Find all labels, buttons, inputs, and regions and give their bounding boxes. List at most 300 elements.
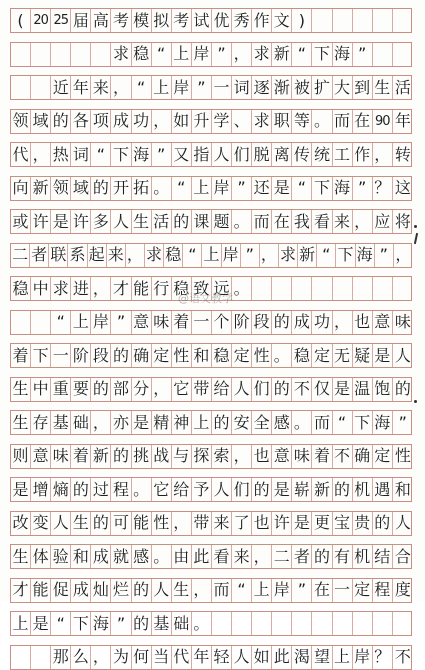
grid-cell: 的: [272, 378, 292, 401]
grid-cell: 生: [11, 378, 31, 401]
grid-cell: 高: [91, 9, 111, 32]
grid-cell: 新: [272, 43, 292, 66]
grid-cell: 础: [71, 411, 91, 434]
grid-cell: 个: [212, 311, 232, 334]
grid-cell: 离: [272, 143, 292, 166]
grid-cell: 中: [31, 277, 51, 300]
grid-cell: 才: [111, 277, 131, 300]
grid-cell: 上: [252, 579, 272, 602]
grid-cell: 大: [333, 76, 353, 99]
grid-cell: ”: [152, 143, 172, 166]
grid-cell: 许: [71, 210, 91, 233]
grid-cell: ，: [260, 244, 279, 267]
grid-cell: ”: [398, 412, 407, 432]
grid-cell: 生: [132, 210, 152, 233]
grid-cell: 可: [111, 512, 131, 535]
essay-line: [10, 410, 412, 435]
grid-cell: 段: [91, 344, 111, 367]
grid-cell: 上: [152, 76, 172, 99]
grid-cell: 。: [152, 545, 172, 568]
grid-cell: 是: [333, 378, 353, 401]
grid-cell: 应: [373, 210, 393, 233]
grid-cell: 来: [212, 512, 232, 535]
grid-cell: 传: [292, 143, 312, 166]
grid-cell: “: [91, 143, 111, 166]
grid-cell: ”: [111, 612, 131, 635]
grid-cell: 海: [91, 612, 111, 635]
grid-cell: 。: [232, 210, 252, 233]
grid-cell: 定: [312, 344, 332, 367]
grid-cell: 和: [71, 545, 91, 568]
grid-cell: 人: [232, 646, 252, 669]
grid-cell: 定: [152, 344, 172, 367]
grid-cell: 届: [71, 9, 91, 32]
grid-cell: 则: [11, 445, 31, 468]
watermark: @语文教学: [178, 292, 233, 305]
grid-cell: 是: [373, 344, 393, 367]
grid-cell: 机: [353, 545, 373, 568]
essay-line: [10, 75, 412, 100]
grid-cell: 宝: [333, 512, 353, 535]
grid-cell: 由: [172, 545, 192, 568]
grid-cell: 它: [152, 478, 172, 501]
grid-cell: 性: [152, 512, 172, 535]
grid-cell: 着: [11, 344, 31, 367]
grid-cell: 而: [312, 411, 332, 434]
grid-cell: [31, 43, 51, 66]
grid-cell: 就: [111, 545, 131, 568]
grid-cell: 稳: [292, 344, 312, 367]
grid-cell: 烂: [111, 579, 131, 602]
grid-cell: “: [172, 177, 192, 200]
grid-cell: [272, 612, 292, 635]
grid-cell: 如: [252, 646, 272, 669]
grid-cell: 的: [252, 478, 272, 501]
grid-cell: [333, 277, 353, 300]
grid-cell: 或: [11, 210, 31, 233]
grid-cell: 和: [192, 344, 212, 367]
grid-cell: 到: [353, 76, 373, 99]
grid-cell: 渐: [272, 76, 292, 99]
grid-cell: 来: [333, 210, 353, 233]
grid-cell: 感: [132, 545, 152, 568]
grid-cell: 项: [91, 110, 111, 133]
grid-cell: 等: [292, 110, 312, 133]
grid-cell: [11, 43, 31, 66]
grid-cell: 础: [172, 612, 192, 635]
grid-cell: 是: [272, 177, 292, 200]
grid-cell: 上: [172, 43, 192, 66]
grid-cell: 增: [31, 478, 51, 501]
grid-cell: ，: [232, 445, 252, 468]
grid-cell: 下: [31, 344, 51, 367]
grid-cell: [31, 311, 51, 334]
grid-cell: 神: [172, 411, 192, 434]
grid-cell: 年: [71, 76, 91, 99]
essay-line: [10, 578, 412, 603]
grid-cell: 。: [292, 411, 312, 434]
grid-cell: 者: [30, 244, 49, 267]
grid-cell: 当: [152, 646, 172, 669]
grid-cell: 们: [232, 143, 252, 166]
grid-cell: 在: [353, 110, 373, 133]
grid-cell: 是: [272, 478, 292, 501]
grid-cell: 而: [252, 210, 272, 233]
title-line: [10, 42, 412, 67]
grid-cell: 联: [49, 244, 68, 267]
grid-cell: 将: [394, 211, 411, 231]
grid-cell: 考: [111, 9, 131, 32]
essay-line: [10, 611, 412, 636]
grid-cell: 人: [111, 210, 131, 233]
grid-cell: 亦: [111, 411, 131, 434]
grid-cell: 生: [172, 579, 192, 602]
grid-cell: 20: [31, 9, 51, 32]
essay-line: [10, 544, 412, 569]
grid-cell: 的: [91, 378, 111, 401]
grid-cell: 许: [31, 210, 51, 233]
grid-cell: 么: [71, 646, 91, 669]
grid-cell: [353, 9, 373, 32]
grid-cell: 的: [272, 311, 292, 334]
grid-cell: [393, 43, 413, 66]
grid-cell: 词: [71, 143, 91, 166]
grid-cell: ，: [111, 76, 131, 99]
grid-cell: 学: [212, 110, 232, 133]
grid-cell: 人: [232, 378, 252, 401]
grid-cell: 程: [111, 478, 131, 501]
grid-cell: 词: [232, 76, 252, 99]
grid-cell: 25: [51, 9, 71, 32]
grid-cell: 岸: [192, 43, 212, 66]
grid-cell: 。: [232, 277, 252, 300]
grid-cell: 挑: [132, 445, 152, 468]
grid-cell: [312, 9, 332, 32]
grid-cell: 岸: [212, 177, 232, 200]
grid-cell: ”: [192, 76, 212, 99]
grid-cell: 下: [71, 612, 91, 635]
grid-cell: 基: [152, 612, 172, 635]
grid-cell: ，: [333, 311, 353, 334]
grid-cell: 探: [192, 445, 212, 468]
grid-cell: [333, 612, 353, 635]
grid-cell: 。: [152, 177, 172, 200]
grid-cell: 人: [152, 579, 172, 602]
grid-cell: 求: [279, 244, 298, 267]
grid-cell: 味: [152, 311, 172, 334]
grid-cell: 性: [394, 446, 411, 465]
grid-cell: 。: [272, 344, 292, 367]
grid-cell: [212, 612, 232, 635]
grid-cell: 下: [312, 177, 332, 200]
grid-cell: 岸: [272, 579, 292, 602]
grid-cell: 多: [91, 210, 111, 233]
grid-cell: 是: [292, 512, 312, 535]
grid-cell: 新: [312, 478, 332, 501]
grid-cell: [353, 612, 373, 635]
grid-cell: 给: [212, 378, 232, 401]
grid-cell: [51, 43, 71, 66]
grid-cell: 改: [11, 512, 31, 535]
grid-cell: 稳: [164, 244, 183, 267]
grid-cell: 合: [394, 546, 411, 566]
grid-cell: 成: [71, 579, 91, 602]
grid-cell: ，: [31, 143, 51, 166]
grid-cell: 文: [272, 9, 292, 32]
grid-cell: 远: [212, 277, 232, 300]
grid-cell: 者: [292, 545, 312, 568]
grid-cell: 是: [31, 612, 51, 635]
grid-cell: ，: [152, 110, 172, 133]
grid-cell: 此: [192, 545, 212, 568]
grid-cell: 的: [373, 512, 393, 535]
grid-cell: “: [51, 612, 71, 635]
grid-cell: 开: [111, 177, 131, 200]
grid-cell: 领: [11, 110, 31, 133]
margin-dot: [414, 400, 417, 403]
grid-cell: 了: [232, 512, 252, 535]
grid-cell: 上: [71, 311, 91, 334]
grid-cell: 海: [373, 411, 393, 434]
grid-cell: 能: [132, 512, 152, 535]
essay-line: [10, 176, 412, 201]
grid-cell: [353, 277, 373, 300]
essay-line: [10, 310, 412, 335]
grid-cell: 脱: [252, 143, 272, 166]
grid-cell: 意: [373, 311, 393, 334]
grid-cell: 成: [111, 110, 131, 133]
grid-cell: 新: [31, 177, 51, 200]
grid-cell: 岸: [222, 244, 241, 267]
grid-cell: 也: [353, 311, 373, 334]
grid-cell: 更: [312, 512, 332, 535]
essay-line: [10, 209, 412, 234]
grid-cell: 全: [252, 411, 272, 434]
grid-cell: 热: [51, 143, 71, 166]
grid-cell: [272, 277, 292, 300]
grid-cell: 。: [312, 110, 332, 133]
grid-cell: 稳: [172, 277, 192, 300]
grid-cell: 90: [373, 110, 393, 133]
grid-cell: 课: [192, 210, 212, 233]
grid-cell: 阶: [71, 344, 91, 367]
grid-cell: ，: [232, 43, 252, 66]
grid-cell: 秀: [232, 9, 252, 32]
grid-cell: ，: [353, 210, 373, 233]
grid-cell: “: [317, 244, 336, 267]
grid-cell: 题: [212, 210, 232, 233]
grid-cell: 求: [111, 43, 131, 66]
grid-cell: 近: [51, 76, 71, 99]
grid-cell: 灿: [91, 579, 111, 602]
grid-cell: [31, 646, 51, 669]
grid-cell: 望: [312, 646, 332, 669]
grid-cell: 海: [132, 143, 152, 166]
grid-cell: 感: [272, 411, 292, 434]
grid-cell: [91, 43, 111, 66]
grid-cell: 新: [298, 244, 317, 267]
grid-cell: [333, 9, 353, 32]
grid-cell: 结: [373, 545, 393, 568]
grid-cell: “: [183, 244, 202, 267]
grid-cell: 求: [252, 43, 272, 66]
grid-cell: 精: [152, 411, 172, 434]
grid-cell: “: [152, 43, 172, 66]
grid-cell: 求: [252, 110, 272, 133]
grid-cell: 求: [51, 277, 71, 300]
essay-line: [10, 511, 412, 536]
grid-cell: 生: [373, 76, 393, 99]
grid-cell: 带: [192, 378, 212, 401]
grid-cell: 指: [192, 143, 212, 166]
grid-cell: 存: [31, 411, 51, 434]
grid-cell: 下: [336, 244, 355, 267]
grid-cell: 岸: [353, 646, 373, 669]
grid-cell: 进: [71, 277, 91, 300]
grid-cell: 功: [132, 110, 152, 133]
grid-cell: 二: [11, 244, 30, 267]
grid-cell: 海: [333, 177, 353, 200]
grid-cell: ”: [292, 579, 312, 602]
grid-cell: 海: [356, 244, 375, 267]
essay-line: [10, 243, 412, 268]
grid-cell: “: [132, 76, 152, 99]
grid-cell: 的: [71, 478, 91, 501]
grid-cell: 重: [51, 378, 71, 401]
grid-cell: 代: [11, 143, 31, 166]
grid-cell: 转: [394, 144, 411, 164]
grid-cell: ”: [241, 244, 260, 267]
grid-cell: 的: [91, 512, 111, 535]
grid-cell: “: [51, 311, 71, 334]
grid-cell: 成: [91, 545, 111, 568]
grid-cell: 求: [145, 244, 164, 267]
grid-cell: 海: [333, 43, 353, 66]
grid-cell: 仅: [312, 378, 332, 401]
grid-cell: 确: [353, 445, 373, 468]
grid-cell: 温: [353, 378, 373, 401]
grid-cell: 二: [272, 545, 292, 568]
grid-cell: 如: [172, 110, 192, 133]
grid-cell: 着: [172, 311, 192, 334]
grid-cell: 、: [232, 110, 252, 133]
grid-cell: 要: [71, 378, 91, 401]
grid-cell: [312, 612, 332, 635]
grid-cell: [373, 612, 393, 635]
grid-cell: ，: [152, 378, 172, 401]
grid-cell: [31, 76, 51, 99]
grid-cell: 才: [11, 579, 31, 602]
grid-cell: 给: [172, 478, 192, 501]
grid-cell: 下: [353, 411, 373, 434]
grid-cell: 工: [333, 143, 353, 166]
grid-cell: 着: [312, 445, 332, 468]
grid-cell: 行: [152, 277, 172, 300]
grid-cell: 下: [111, 143, 131, 166]
grid-cell: 索: [212, 445, 232, 468]
grid-cell: 来: [91, 76, 111, 99]
grid-cell: 不: [333, 445, 353, 468]
grid-cell: [292, 612, 312, 635]
grid-cell: 上: [11, 612, 31, 635]
grid-cell: 过: [91, 478, 111, 501]
grid-cell: 性: [172, 344, 192, 367]
grid-cell: 的: [312, 545, 332, 568]
grid-cell: [312, 277, 332, 300]
essay-line: [10, 645, 412, 670]
grid-cell: 意: [132, 311, 152, 334]
grid-cell: 新: [91, 445, 111, 468]
grid-cell: ”: [111, 311, 131, 334]
grid-cell: 上: [202, 244, 221, 267]
grid-cell: 职: [272, 110, 292, 133]
grid-cell: 它: [172, 378, 192, 401]
grid-cell: 生: [71, 512, 91, 535]
grid-cell: 也: [252, 512, 272, 535]
grid-cell: 遇: [373, 478, 393, 501]
margin-dot: [414, 225, 417, 228]
grid-cell: 活: [152, 210, 172, 233]
grid-cell: ): [292, 9, 312, 32]
grid-cell: [373, 43, 393, 66]
grid-cell: 渴: [292, 646, 312, 669]
grid-cell: “: [333, 411, 353, 434]
grid-cell: 稳: [132, 43, 152, 66]
grid-cell: 味: [292, 445, 312, 468]
grid-cell: 的: [212, 411, 232, 434]
grid-cell: 起: [88, 244, 107, 267]
grid-cell: (: [11, 9, 31, 32]
grid-cell: “: [292, 43, 312, 66]
grid-cell: 崭: [292, 478, 312, 501]
grid-cell: “: [292, 177, 312, 200]
grid-cell: 又: [172, 143, 192, 166]
grid-cell: 上: [192, 411, 212, 434]
grid-cell: 领: [51, 177, 71, 200]
grid-cell: 那: [51, 646, 71, 669]
grid-cell: 变: [31, 512, 51, 535]
grid-cell: 也: [252, 445, 272, 468]
grid-cell: 带: [192, 512, 212, 535]
grid-cell: 基: [51, 411, 71, 434]
grid-cell: 。: [192, 612, 212, 635]
grid-cell: 这: [394, 178, 411, 197]
grid-cell: 人: [394, 345, 411, 365]
grid-cell: ”: [232, 177, 252, 200]
grid-cell: [71, 43, 91, 66]
grid-cell: 考: [172, 9, 192, 32]
grid-cell: 向: [11, 177, 31, 200]
grid-cell: 轻: [212, 646, 232, 669]
grid-cell: 而: [212, 579, 232, 602]
grid-cell: 一: [192, 311, 212, 334]
grid-cell: 何: [132, 646, 152, 669]
grid-cell: 成: [292, 311, 312, 334]
grid-cell: 安: [232, 411, 252, 434]
grid-cell: 岸: [172, 76, 192, 99]
grid-cell: 与: [172, 445, 192, 468]
grid-cell: 生: [11, 545, 31, 568]
grid-cell: 功: [312, 311, 332, 334]
grid-cell: 能: [132, 277, 152, 300]
essay-line: [10, 109, 412, 134]
grid-cell: [232, 612, 252, 635]
grid-cell: 上: [192, 177, 212, 200]
grid-cell: [393, 277, 413, 300]
grid-cell: 年: [394, 111, 411, 130]
grid-cell: 的: [51, 110, 71, 133]
grid-cell: 意: [31, 445, 51, 468]
